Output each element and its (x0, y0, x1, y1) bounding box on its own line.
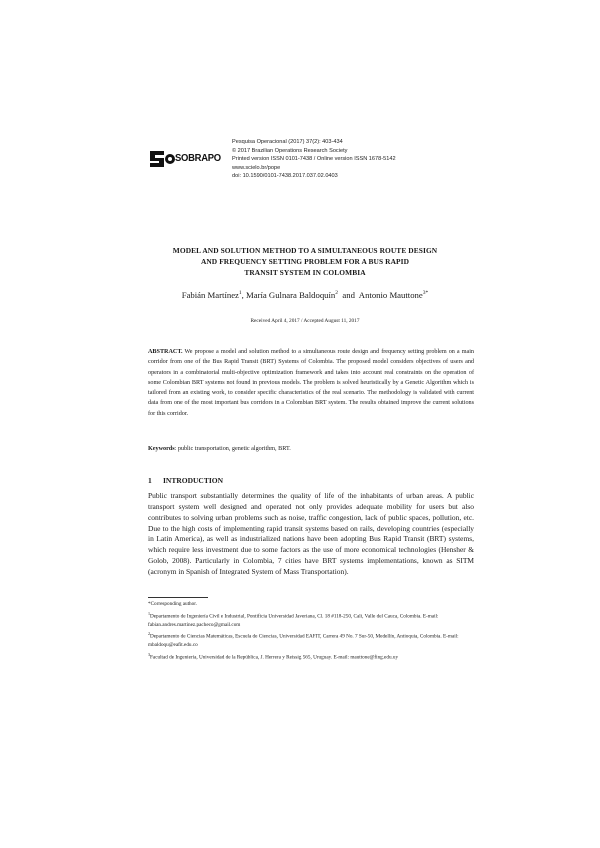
author-name: Antonio Mauttone (358, 290, 423, 300)
keywords-label: Keywords (148, 446, 175, 452)
author-list: Fabián Martínez$^1$, María Gulnara Baldoquín$^2$ and Antonio Mauttone$^{3*}$ (181, 290, 429, 300)
title-line: AND FREQUENCY SETTING PROBLEM FOR A BUS RAPID (200, 257, 410, 267)
footnote-mark: 2 (148, 631, 150, 637)
footnote (148, 630, 478, 650)
journal-url[interactable]: www.scielo.br/pope (232, 164, 281, 171)
footnote (148, 610, 478, 630)
footnote-text: Facultad de Ingeniería, Universidad de la República, J. Herrera y Reissig 565, Uruguay. E-mail: mauttone@fing.edu.uy (150, 654, 399, 661)
copyright-line: © 2017 Brazilian Operations Research Society (232, 147, 348, 154)
footnote (148, 651, 478, 662)
section-number: 1 (148, 476, 152, 485)
footnote-mark: 3 (148, 651, 150, 657)
footnote-mark: 1 (148, 610, 150, 616)
sobrapo-logo (148, 148, 228, 170)
footnotes (148, 600, 478, 663)
intro-paragraph: Public transport substantially determines the quality of life of the inhabitants of urban areas. A public transport system well designed and operated not only provides adequate mobility for users but also contributes to solving urban problems such as noise, traffic congestion, lack of public spaces, pollution, etc. Due to the high costs of implementing rapid transit systems based on rails, developing countries (especially in Latin America), as well as industrialized nations have been adopting Bus Rapid Transit (BRT) systems, which require less investment due to some factors as the use of more economical technologies (Hensher & Golob, 2008). Particularly in Colombia, 7 cities have BRT systems implementations, known as SITM (acronym in Spanish of Integrated System of Mass Transportation). (148, 491, 474, 576)
abstract-text: We propose a model and solution method to a simultaneous route design and frequency setting problem on a main corridor from one of the Bus Rapid Transit (BRT) Systems of Colombia. The proposed model considers objectives of users and operators in a combinatorial multi-objective optimization framework and takes into account real constraints on the operation of some Colombian BRT systems not found in previous models. The problem is solved heuristically by a Genetic Algorithm which is tailored from an existing work, to consider specific characteristics of the real scenario. The methodology is validated with current data from one of the most important bus corridors in a Colombian BRT system. The results obtained improve the current solutions for this corridor. (148, 349, 474, 417)
keywords-text: : public transportation, genetic algorithm, BRT. (174, 446, 291, 452)
author-name: Fabián Martínez (181, 290, 239, 300)
title-line: MODEL AND SOLUTION METHOD TO A SIMULTANEOUS ROUTE DESIGN (172, 246, 438, 255)
abstract (148, 347, 474, 419)
received-dates: Received April 4, 2017 / Accepted August 11, 2017 (250, 318, 360, 324)
affiliation-mark: 2 (335, 290, 339, 297)
title-line: TRANSIT SYSTEM IN COLOMBIA (244, 268, 366, 278)
sobrapo-logo-icon (148, 148, 176, 170)
issn-line: Printed version ISSN 0101-7438 / Online version ISSN 1678-5142 (232, 156, 396, 163)
author-name: María Gulnara Baldoquín (246, 290, 336, 300)
abstract-label: ABSTRACT. (148, 349, 183, 355)
section-heading (148, 476, 223, 485)
doi-line[interactable]: doi: 10.1590/0101-7438.2017.037.02.0403 (232, 173, 338, 180)
affiliation-mark: 3* (422, 290, 429, 297)
affiliation-mark: 1 (238, 290, 242, 297)
keywords (148, 446, 474, 452)
footnote-divider (148, 597, 208, 598)
author-connector: and (342, 290, 355, 300)
journal-header (232, 138, 396, 181)
paper-title (140, 245, 470, 279)
footnote-text: Departamento de Ciencias Matemáticas, Escuela de Ciencias, Universidad EAFIT, Carrera 49 No. 7 Sur-50, Medellín, Antioquia, Colombia. E-mail: mbaldoqu@eafit.edu.co (148, 633, 459, 649)
corresponding-author-note: *Corresponding author. (148, 601, 197, 607)
logo-wordmark: SOBRAPO (175, 152, 221, 164)
journal-citation: Pesquisa Operacional (2017) 37(2): 403-434 (232, 139, 343, 145)
footnote-text: Departamento de Ingeniería Civil e Industrial, Pontificia Universidad Javeriana, Cl. 18 #118-250, Cali, Valle del Cauca, Colombia. E-mail: fabian.andres.martinez.pacheco@gmail.com (148, 613, 439, 628)
section-title: INTRODUCTION (163, 476, 224, 485)
